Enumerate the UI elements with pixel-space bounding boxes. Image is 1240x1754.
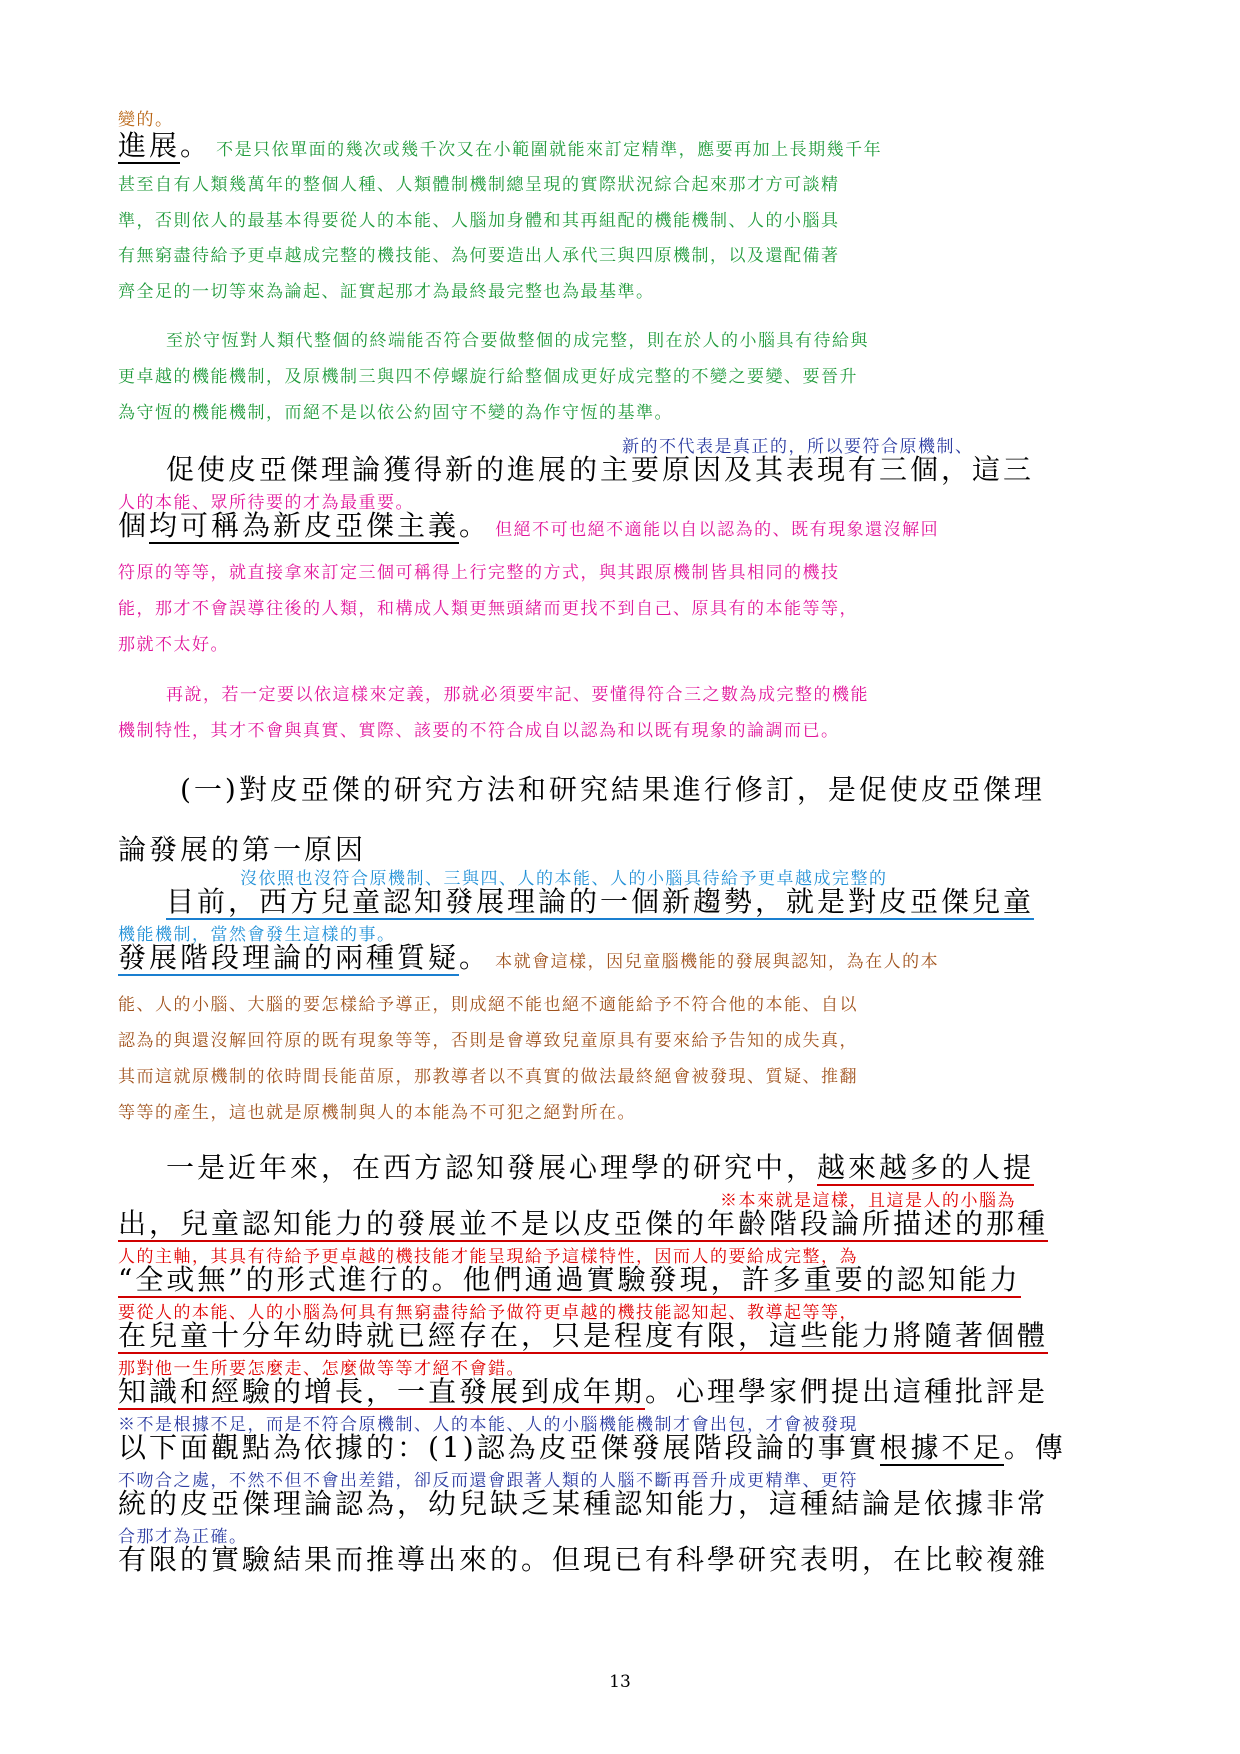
annotation: 合那才為正確。 <box>118 1527 248 1547</box>
annotation: 本就會這樣，因兒童腦機能的發展與認知，為在人的本 <box>495 952 940 972</box>
text-line <box>118 558 1128 583</box>
annotation: 機能機制，當然會發生這樣的事。 <box>118 925 396 945</box>
body-text: 促使皮亞傑理論獲得新的進展的主要原因及其表現有三個，這三 <box>166 453 1035 486</box>
body-text: 有限的實驗結果而推導出來的。但現已有科學研究表明，在比較複雜 <box>118 1543 1049 1576</box>
annotation: 那就不太好。 <box>118 635 229 655</box>
annotation: 人的主軸，其具有待給予更卓越的機技能才能呈現給予這樣特性，因而人的要給成完整，為 <box>118 1247 858 1267</box>
body-text: 發展階段理論的兩種質疑 <box>118 941 460 974</box>
text-line <box>118 398 1128 423</box>
text-line <box>118 990 1128 1015</box>
annotation: 準，否則依人的最基本得要從人的本能、人腦加身體和其再組配的機能機制、人的小腦具 <box>118 211 840 231</box>
annotation: 那對他一生所要怎麼走、怎麼做等等才絕不會錯。 <box>118 1359 525 1379</box>
text-line <box>166 326 1176 351</box>
annotation: ※不是根據不足，而是不符合原機制、人的本能、人的小腦機能機制才會出包，才會被發現 <box>118 1415 858 1435</box>
annotation: 符原的等等，就直接拿來訂定三個可稱得上行完整的方式，與其跟原機制皆具相同的機技 <box>118 563 840 583</box>
body-text: 。心理學家們提出這種批評是 <box>645 1375 1049 1408</box>
annotation: 能，那才不會誤導往後的人類，和構成人類更無頭緒而更找不到自己、原具有的本能等等， <box>118 599 858 619</box>
text-line <box>166 1146 1176 1186</box>
body-text: “全或無”的形式進行的。他們通過實驗發現，許多重要的認知能力 <box>118 1263 1021 1296</box>
text-line <box>118 1098 1128 1123</box>
annotation: 齊全足的一切等來為論起、証實起那才為最終最完整也為最基準。 <box>118 282 655 302</box>
text-line <box>166 680 1176 705</box>
annotation: 至於守恆對人類代整個的終端能否符合要做整個的成完整，則在於人的小腦具有待給與 <box>166 331 869 351</box>
body-text: 以下面觀點為依據的：(1)認為皮亞傑發展階段論的事實 <box>118 1431 880 1464</box>
text-line <box>166 448 1176 488</box>
annotation: 不是只依單面的幾次或幾千次又在小範圍就能來訂定精準，應要再加上長期幾千年 <box>216 140 883 160</box>
annotation: 但絕不可也絕不適能以自以認為的、既有現象還沒解回 <box>495 520 940 540</box>
text-line <box>118 241 1128 266</box>
annotation: 新的不代表是真正的，所以要符合原機制、 <box>622 437 974 457</box>
text-line <box>118 1482 1128 1522</box>
annotation: 有無窮盡待給予更卓越成完整的機技能、為何要造出人承代三與四原機制，以及還配備著 <box>118 246 840 266</box>
body-text: 一是近年來，在西方認知發展心理學的研究中， <box>166 1151 818 1184</box>
text-line <box>118 206 1128 231</box>
annotation: 人的本能、眾所待要的才為最重要。 <box>118 493 414 513</box>
body-text: 統的皮亞傑理論認為，幼兒缺乏某種認知能力，這種結論是依據非常 <box>118 1487 1049 1520</box>
text-line <box>118 124 1128 164</box>
page-number: 13 <box>609 1672 631 1692</box>
text-line <box>118 170 1128 195</box>
text-line <box>118 716 1128 741</box>
text-line <box>118 594 1128 619</box>
annotation: ※本來就是這樣，且這是人的小腦為 <box>720 1191 1016 1211</box>
text-line <box>118 362 1128 387</box>
text-line <box>118 1426 1128 1466</box>
text-line <box>118 1538 1128 1578</box>
text-line <box>118 1062 1128 1087</box>
text-line <box>118 504 1128 544</box>
body-text: 知識和經驗的增長，一直發展到成年期 <box>118 1375 646 1408</box>
body-text: 。傳 <box>1003 1431 1066 1464</box>
annotation: 其而這就原機制的依時間長能苗原，那教導者以不真實的做法最終絕會被發現、質疑、推翻 <box>118 1067 858 1087</box>
annotation: 更卓越的機能機制，及原機制三與四不停螺旋行給整個成更好成完整的不變之要變、要晉升 <box>118 367 858 387</box>
body-text: 進展 <box>118 129 181 162</box>
annotation: 機制特性，其才不會與真實、實際、該要的不符合成自以認為和以既有現象的論調而已。 <box>118 721 840 741</box>
body-text: 目前，西方兒童認知發展理論的一個新趨勢，就是對皮亞傑兒童 <box>166 885 1035 918</box>
text-line <box>118 936 1128 976</box>
body-text: 在兒童十分年幼時就已經存在，只是程度有限，這些能力將隨著個體 <box>118 1319 1049 1352</box>
text-line <box>118 630 1128 655</box>
text-line <box>166 880 1176 920</box>
text-line <box>118 1314 1128 1354</box>
annotation: 再說，若一定要以依這樣來定義，那就必須要牢記、要懂得符合三之數為成完整的機能 <box>166 685 869 705</box>
body-text: 。 <box>459 941 491 974</box>
annotation: 認為的與還沒解回符原的既有現象等等，否則是會導致兒童原具有要來給予告知的成失真， <box>118 1031 858 1051</box>
body-text: 出，兒童認知能力的發展並不是以皮亞傑的年齡階段論所描述的那種 <box>118 1207 1049 1240</box>
body-text: 。 <box>180 129 212 162</box>
annotation: 甚至自有人類幾萬年的整個人種、人類體制機制總呈現的實際狀況綜合起來那才方可談精 <box>118 175 840 195</box>
text-line <box>118 277 1128 302</box>
annotation: 沒依照也沒符合原機制、三與四、人的本能、人的小腦具待給予更卓越成完整的 <box>240 869 888 889</box>
body-text: 根據不足 <box>879 1431 1004 1464</box>
text-line <box>118 1258 1128 1298</box>
annotation: 不吻合之處，不然不但不會出差錯，卻反而還會跟著人類的人腦不斷再晉升成更精準、更符 <box>118 1471 858 1491</box>
section-heading <box>118 828 1128 868</box>
annotation: 要從人的本能、人的小腦為何具有無窮盡待給予做符更卓越的機技能認知起、教導起等等， <box>118 1303 858 1323</box>
body-text: 均可稱為新皮亞傑主義 <box>149 509 460 542</box>
body-text: 越來越多的人提 <box>817 1151 1035 1184</box>
heading-text: 論發展的第一原因 <box>118 833 367 866</box>
annotation: 變的。 <box>118 110 174 130</box>
body-text: 個 <box>118 509 150 542</box>
heading-text: (一)對皮亞傑的研究方法和研究結果進行修訂，是促使皮亞傑理 <box>180 773 1045 806</box>
text-line <box>118 1202 1128 1242</box>
text-line <box>118 1026 1128 1051</box>
body-text: 。 <box>459 509 491 542</box>
section-heading <box>180 768 1190 808</box>
annotation: 能、人的小腦、大腦的要怎樣給予導正，則成絕不能也絕不適能給予不符合他的本能、自以 <box>118 995 858 1015</box>
annotation: 為守恆的機能機制，而絕不是以依公約固守不變的為作守恆的基準。 <box>118 403 673 423</box>
annotation: 等等的產生，這也就是原機制與人的本能為不可犯之絕對所在。 <box>118 1103 636 1123</box>
text-line <box>118 1370 1128 1410</box>
